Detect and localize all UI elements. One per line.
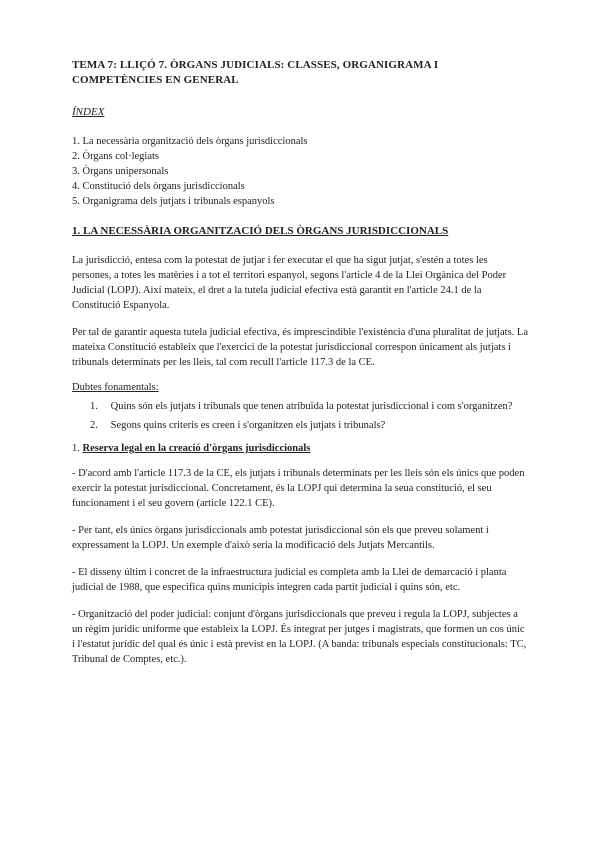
bullet-paragraph: - D'acord amb l'article 117.3 de la CE, els jutjats i tribunals determinats per les lleis són els únics que poden exercir la potestat jurisdiccional. Concretament, és la LOPJ qui determina la seua constitució, el seu funcionament i el seu govern (article 122.1 CE). [72, 468, 525, 509]
index-item: 3. Òrgans unipersonals [72, 166, 169, 177]
document-title: TEMA 7: LLIÇÓ 7. ÒRGANS JUDICIALS: CLASSES, ORGANIGRAMA I COMPETÈNCIES EN GENERAL [72, 59, 439, 86]
doubt-item [90, 418, 528, 433]
index-item: 1. La necessària organització dels òrgans jurisdiccionals [72, 136, 308, 147]
doubts-heading: Dubtes fonamentals: [72, 382, 159, 393]
doubts-list [72, 399, 528, 433]
doubt-text: Quins són els jutjats i tribunals que tenen atribuïda la potestat jurisdiccional i com s'organitzen? [110, 401, 513, 412]
subsection-title: Reserva legal en la creació d'òrgans jurisdiccionals [82, 443, 311, 454]
paragraph: La jurisdicció, entesa com la potestat de jutjar i fer executar el que ha sigut jutjat, s'estén a totes les persones, a totes les matèries i a tot el territori espanyol, segons l'article 4 de la Llei Orgànica del Poder Judicial (LOPJ). Així mateix, el dret a la tutela judicial efectiva està garantit en l'article 24.1 de la Constitució Espanyola. [72, 255, 507, 311]
section-1-heading: 1. LA NECESSÀRIA ORGANITZACIÓ DELS ÒRGANS JURISDICCIONALS [72, 225, 449, 237]
index-list [72, 134, 528, 209]
index-item: 2. Òrgans col·legiats [72, 151, 159, 162]
paragraph: Per tal de garantir aquesta tutela judicial efectiva, és imprescindible l'existència d'una pluralitat de jutjats. La mateixa Constitució estableix que l'exercici de la potestat jurisdiccional correspon únicament als jutjats i tribunals determinats per les lleis, tal com recull l'article 117.3 de la CE. [72, 327, 528, 368]
doubt-text: Segons quins criteris es creen i s'organitzen els jutjats i tribunals? [110, 420, 386, 431]
bullet-paragraph: - El disseny últim i concret de la infraestructura judicial es completa amb la Llei de demarcació i planta judicial de 1988, que especifica quins municipis integren cada partit judicial i quins són, etc. [72, 567, 507, 593]
bullet-paragraph: - Organització del poder judicial: conjunt d'òrgans jurisdiccionals que preveu i regula la LOPJ, subjectes a un règim jurídic uniforme que estableix la LOPJ. És integrat per jutges i magistrats, que formen un cos únic i l'estatut jurídic del qual és únic i està previst en la LOPJ. (A banda: tribunals especials constitucionals: TC, Tribunal de Comptes, etc.). [72, 609, 527, 665]
index-item: 5. Organigrama dels jutjats i tribunals espanyols [72, 196, 275, 207]
index-item: 4. Constitució dels òrgans jurisdiccionals [72, 181, 245, 192]
bullet-paragraph: - Per tant, els únics òrgans jurisdiccionals amb potestat jurisdiccional són els que preveu solament i expressament la LOPJ. Un exemple d'això seria la modificació dels Jutjats Mercantils. [72, 525, 489, 551]
doubt-item [90, 399, 528, 414]
doubt-number: 1. [90, 401, 98, 412]
doubt-number: 2. [90, 420, 98, 431]
index-heading: ÍNDEX [72, 106, 105, 118]
subsection-number: 1. [72, 443, 80, 454]
subsection-heading [72, 443, 528, 454]
